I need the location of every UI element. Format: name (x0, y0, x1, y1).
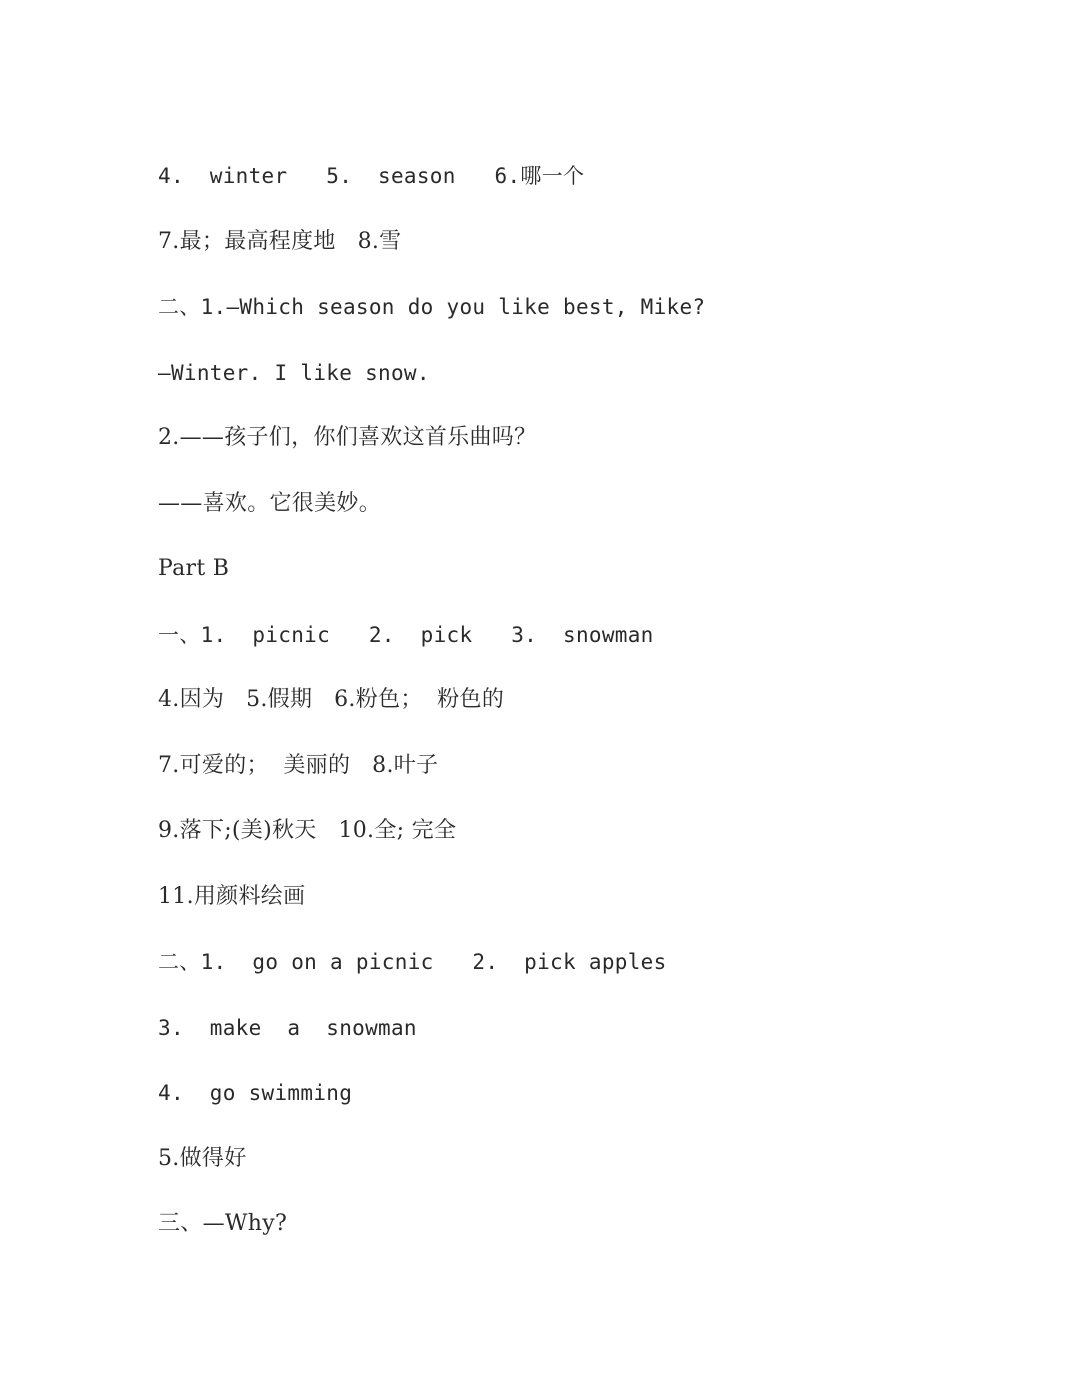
answer-line-13: 二、1. go on a picnic 2. pick apples (158, 950, 667, 974)
answer-line-10: 7.可爱的； 美丽的 8.叶子 (158, 752, 439, 778)
answer-line-15: 4. go swimming (158, 1081, 353, 1105)
answer-line-12: 11.用颜料绘画 (158, 883, 306, 909)
answer-line-5: 2.——孩子们，你们喜欢这首乐曲吗？ (158, 425, 537, 450)
answer-line-8: 一、1. picnic 2. pick 3. snowman (158, 622, 654, 647)
answer-line-9: 4.因为 5.假期 6.粉色； 粉色的 (158, 687, 505, 712)
answer-line-6: ——喜欢。它很美妙。 (158, 490, 382, 516)
answer-line-11: 9.落下;(美)秋天 10.全; 完全 (158, 818, 457, 843)
answer-line-14: 3. make a snowman (158, 1015, 417, 1040)
answer-line-2: 7.最；最高程度地 8.雪 (158, 228, 402, 254)
answer-line-4: —Winter. I like snow. (158, 360, 430, 385)
answer-line-17: 三、—Why? (158, 1211, 288, 1236)
section-heading-part-b: Part B (158, 556, 230, 581)
answer-line-16: 5.做得好 (158, 1145, 247, 1171)
answer-line-3: 二、1.—Which season do you like best, Mike? (158, 295, 706, 319)
answer-lines (158, 158, 1038, 1272)
answer-line-1: 4. winter 5. season 6.哪一个 (158, 164, 585, 188)
